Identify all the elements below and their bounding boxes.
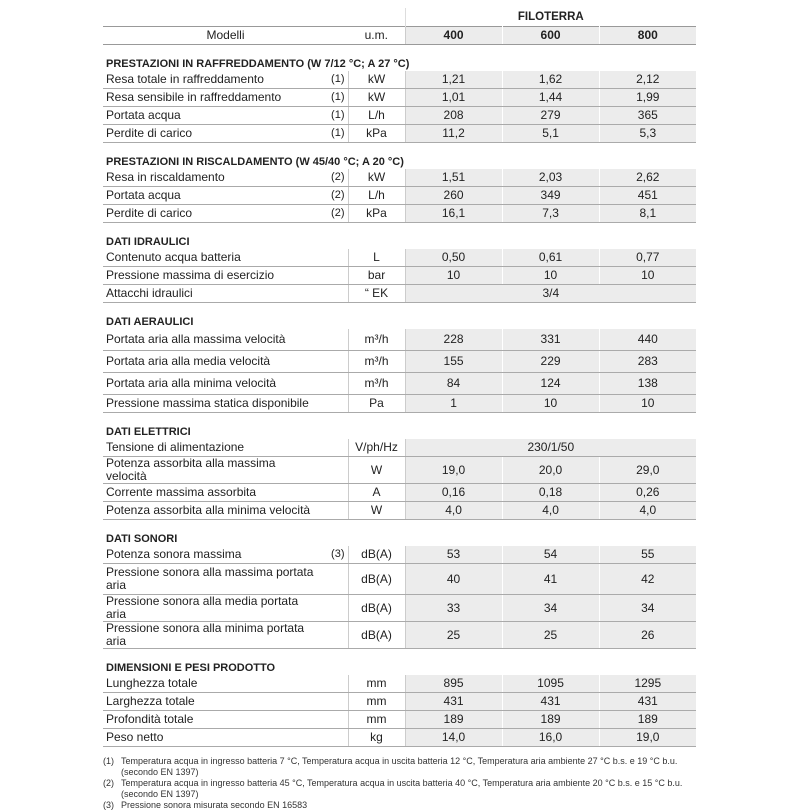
table-row bbox=[103, 595, 696, 622]
footnote-ref: (1) bbox=[318, 89, 348, 107]
footnote-ref: (2) bbox=[318, 187, 348, 205]
value-merged: 230/1/50 bbox=[405, 439, 696, 457]
row-label: Lunghezza totale bbox=[103, 675, 318, 693]
value-800: 55 bbox=[599, 546, 696, 564]
row-label: Larghezza totale bbox=[103, 693, 318, 711]
value-400: 19,0 bbox=[405, 457, 502, 484]
footnote-ref: (3) bbox=[318, 546, 348, 564]
value-600: 229 bbox=[502, 351, 599, 373]
value-400: 40 bbox=[405, 564, 502, 595]
unit: kW bbox=[348, 71, 405, 89]
value-400: 1 bbox=[405, 395, 502, 413]
value-800: 19,0 bbox=[599, 729, 696, 747]
value-800: 26 bbox=[599, 622, 696, 649]
footnote-number: (3) bbox=[103, 800, 114, 810]
value-800: 2,12 bbox=[599, 71, 696, 89]
value-800: 365 bbox=[599, 107, 696, 125]
table-row bbox=[103, 249, 696, 267]
row-label: Attacchi idraulici bbox=[103, 285, 318, 303]
footnote-ref bbox=[318, 564, 348, 595]
section-title: DATI SONORI bbox=[106, 533, 178, 545]
value-400: 1,01 bbox=[405, 89, 502, 107]
value-600: 2,03 bbox=[502, 169, 599, 187]
value-600: 1,44 bbox=[502, 89, 599, 107]
value-400: 228 bbox=[405, 329, 502, 351]
footnote-text: Pressione sonora misurata secondo EN 16583 bbox=[121, 800, 308, 810]
value-600: 5,1 bbox=[502, 125, 599, 143]
footnote-ref bbox=[318, 249, 348, 267]
unit: kg bbox=[348, 729, 405, 747]
table-row bbox=[103, 267, 696, 285]
section-title-row bbox=[103, 649, 696, 676]
unit: dB(A) bbox=[348, 546, 405, 564]
table-row bbox=[103, 205, 696, 223]
value-400: 4,0 bbox=[405, 502, 502, 520]
row-label: Peso netto bbox=[103, 729, 318, 747]
table-row bbox=[103, 351, 696, 373]
value-400: 10 bbox=[405, 267, 502, 285]
unit: kW bbox=[348, 89, 405, 107]
value-600: 349 bbox=[502, 187, 599, 205]
value-800: 440 bbox=[599, 329, 696, 351]
table-row bbox=[103, 125, 696, 143]
value-400: 25 bbox=[405, 622, 502, 649]
value-400: 84 bbox=[405, 373, 502, 395]
brand-row bbox=[103, 8, 696, 27]
row-label: Pressione massima statica disponibile bbox=[103, 395, 318, 413]
footnote-ref: (2) bbox=[318, 205, 348, 223]
value-600: 10 bbox=[502, 267, 599, 285]
footnote bbox=[103, 778, 695, 800]
unit: “ EK bbox=[348, 285, 405, 303]
row-label: Portata acqua bbox=[103, 187, 318, 205]
model-600: 600 bbox=[502, 27, 599, 45]
row-label: Potenza sonora massima bbox=[103, 546, 318, 564]
row-label: Profondità totale bbox=[103, 711, 318, 729]
section-title: DATI AERAULICI bbox=[106, 316, 194, 328]
section-title: PRESTAZIONI IN RAFFREDDAMENTO (W 7/12 °C; A 27 °C) bbox=[106, 58, 410, 70]
table-row bbox=[103, 675, 696, 693]
footnote-ref bbox=[318, 595, 348, 622]
section-title-row bbox=[103, 303, 696, 330]
row-label: Portata aria alla media velocità bbox=[103, 351, 318, 373]
footnote-ref bbox=[318, 439, 348, 457]
value-800: 283 bbox=[599, 351, 696, 373]
value-merged: 3/4 bbox=[405, 285, 696, 303]
value-800: 451 bbox=[599, 187, 696, 205]
table-row bbox=[103, 285, 696, 303]
value-400: 1,21 bbox=[405, 71, 502, 89]
value-400: 1,51 bbox=[405, 169, 502, 187]
table-row bbox=[103, 89, 696, 107]
table-row bbox=[103, 439, 696, 457]
footnote-number: (2) bbox=[103, 778, 114, 788]
value-600: 54 bbox=[502, 546, 599, 564]
spec-sheet bbox=[103, 8, 695, 811]
value-400: 0,16 bbox=[405, 484, 502, 502]
footnote-ref bbox=[318, 729, 348, 747]
value-600: 431 bbox=[502, 693, 599, 711]
table-row bbox=[103, 693, 696, 711]
value-800: 189 bbox=[599, 711, 696, 729]
value-600: 16,0 bbox=[502, 729, 599, 747]
unit: m³/h bbox=[348, 373, 405, 395]
unit: m³/h bbox=[348, 329, 405, 351]
value-600: 34 bbox=[502, 595, 599, 622]
table-row bbox=[103, 457, 696, 484]
value-600: 25 bbox=[502, 622, 599, 649]
models-label: Modelli bbox=[103, 27, 348, 45]
unit: mm bbox=[348, 693, 405, 711]
unit: dB(A) bbox=[348, 595, 405, 622]
row-label: Resa totale in raffreddamento bbox=[103, 71, 318, 89]
unit: m³/h bbox=[348, 351, 405, 373]
value-800: 5,3 bbox=[599, 125, 696, 143]
unit: bar bbox=[348, 267, 405, 285]
unit: L/h bbox=[348, 187, 405, 205]
row-label: Resa in riscaldamento bbox=[103, 169, 318, 187]
table-row bbox=[103, 107, 696, 125]
value-800: 2,62 bbox=[599, 169, 696, 187]
table-row bbox=[103, 502, 696, 520]
value-800: 0,77 bbox=[599, 249, 696, 267]
value-800: 4,0 bbox=[599, 502, 696, 520]
value-600: 0,18 bbox=[502, 484, 599, 502]
value-400: 208 bbox=[405, 107, 502, 125]
table-row bbox=[103, 373, 696, 395]
value-800: 138 bbox=[599, 373, 696, 395]
value-600: 4,0 bbox=[502, 502, 599, 520]
footnote-ref bbox=[318, 622, 348, 649]
value-800: 10 bbox=[599, 267, 696, 285]
value-800: 8,1 bbox=[599, 205, 696, 223]
table-row bbox=[103, 187, 696, 205]
section-title-row bbox=[103, 143, 696, 170]
value-600: 1,62 bbox=[502, 71, 599, 89]
footnote-ref bbox=[318, 285, 348, 303]
value-600: 41 bbox=[502, 564, 599, 595]
row-label: Portata aria alla minima velocità bbox=[103, 373, 318, 395]
value-600: 189 bbox=[502, 711, 599, 729]
value-600: 7,3 bbox=[502, 205, 599, 223]
value-600: 10 bbox=[502, 395, 599, 413]
model-400: 400 bbox=[405, 27, 502, 45]
table-row bbox=[103, 395, 696, 413]
value-400: 33 bbox=[405, 595, 502, 622]
value-800: 1,99 bbox=[599, 89, 696, 107]
value-400: 53 bbox=[405, 546, 502, 564]
value-400: 14,0 bbox=[405, 729, 502, 747]
row-label: Potenza assorbita alla minima velocità bbox=[103, 502, 318, 520]
value-600: 124 bbox=[502, 373, 599, 395]
footnote-ref bbox=[318, 502, 348, 520]
unit: W bbox=[348, 502, 405, 520]
footnote-ref bbox=[318, 457, 348, 484]
row-label: Contenuto acqua batteria bbox=[103, 249, 318, 267]
value-400: 431 bbox=[405, 693, 502, 711]
unit: kW bbox=[348, 169, 405, 187]
value-800: 42 bbox=[599, 564, 696, 595]
value-800: 1295 bbox=[599, 675, 696, 693]
table-row bbox=[103, 169, 696, 187]
unit: V/ph/Hz bbox=[348, 439, 405, 457]
row-label: Portata aria alla massima velocità bbox=[103, 329, 318, 351]
unit: A bbox=[348, 484, 405, 502]
row-label: Perdite di carico bbox=[103, 125, 318, 143]
section-title: DIMENSIONI E PESI PRODOTTO bbox=[106, 662, 276, 674]
section-title-row bbox=[103, 520, 696, 547]
value-400: 895 bbox=[405, 675, 502, 693]
footnote-ref: (1) bbox=[318, 125, 348, 143]
row-label: Tensione di alimentazione bbox=[103, 439, 318, 457]
footnotes bbox=[103, 756, 695, 811]
section-title-row bbox=[103, 413, 696, 440]
model-800: 800 bbox=[599, 27, 696, 45]
table-row bbox=[103, 711, 696, 729]
unit: dB(A) bbox=[348, 622, 405, 649]
value-400: 11,2 bbox=[405, 125, 502, 143]
footnote-ref bbox=[318, 693, 348, 711]
footnote-ref bbox=[318, 484, 348, 502]
value-400: 260 bbox=[405, 187, 502, 205]
table-row bbox=[103, 729, 696, 747]
unit: kPa bbox=[348, 205, 405, 223]
unit: Pa bbox=[348, 395, 405, 413]
value-600: 279 bbox=[502, 107, 599, 125]
row-label: Potenza assorbita alla massima velocità bbox=[103, 457, 318, 484]
um-label: u.m. bbox=[348, 27, 405, 45]
footnote bbox=[103, 756, 695, 778]
section-title-row bbox=[103, 223, 696, 250]
footnote-ref bbox=[318, 395, 348, 413]
value-800: 431 bbox=[599, 693, 696, 711]
unit: mm bbox=[348, 711, 405, 729]
footnote-ref: (1) bbox=[318, 107, 348, 125]
unit: kPa bbox=[348, 125, 405, 143]
footnote-text: Temperatura acqua in ingresso batteria 7 °C, Temperatura acqua in uscita batteria 12 °C, Temperatura aria ambiente 27 °C b.s. e 19 °C b.u. (secondo EN 1397) bbox=[121, 756, 678, 777]
unit: L/h bbox=[348, 107, 405, 125]
table-row bbox=[103, 622, 696, 649]
row-label: Pressione massima di esercizio bbox=[103, 267, 318, 285]
table-row bbox=[103, 564, 696, 595]
unit: mm bbox=[348, 675, 405, 693]
footnote bbox=[103, 800, 695, 811]
footnote-ref: (2) bbox=[318, 169, 348, 187]
section-title: DATI IDRAULICI bbox=[106, 236, 190, 248]
value-600: 1095 bbox=[502, 675, 599, 693]
value-800: 10 bbox=[599, 395, 696, 413]
value-400: 16,1 bbox=[405, 205, 502, 223]
section-title-row bbox=[103, 45, 696, 72]
footnote-ref bbox=[318, 267, 348, 285]
footnote-text: Temperatura acqua in ingresso batteria 45 °C, Temperatura acqua in uscita batteria 40 °C, Temperatura aria ambiente 20 °C b.s. e 15 °C b.u. (secondo EN 1397) bbox=[121, 778, 683, 799]
footnote-ref bbox=[318, 351, 348, 373]
value-600: 0,61 bbox=[502, 249, 599, 267]
row-label: Pressione sonora alla minima portata aria bbox=[103, 622, 318, 649]
footnote-ref bbox=[318, 711, 348, 729]
table-row bbox=[103, 546, 696, 564]
section-title: PRESTAZIONI IN RISCALDAMENTO (W 45/40 °C; A 20 °C) bbox=[106, 156, 404, 168]
row-label: Perdite di carico bbox=[103, 205, 318, 223]
unit: dB(A) bbox=[348, 564, 405, 595]
unit: W bbox=[348, 457, 405, 484]
table-row bbox=[103, 71, 696, 89]
table-row bbox=[103, 329, 696, 351]
row-label: Portata acqua bbox=[103, 107, 318, 125]
row-label: Corrente massima assorbita bbox=[103, 484, 318, 502]
footnote-ref bbox=[318, 675, 348, 693]
row-label: Pressione sonora alla massima portata aria bbox=[103, 564, 318, 595]
row-label: Resa sensibile in raffreddamento bbox=[103, 89, 318, 107]
section-title: DATI ELETTRICI bbox=[106, 426, 191, 438]
value-800: 34 bbox=[599, 595, 696, 622]
value-600: 331 bbox=[502, 329, 599, 351]
row-label: Pressione sonora alla media portata aria bbox=[103, 595, 318, 622]
footnote-ref bbox=[318, 373, 348, 395]
value-800: 29,0 bbox=[599, 457, 696, 484]
footnote-ref: (1) bbox=[318, 71, 348, 89]
footnote-number: (1) bbox=[103, 756, 114, 766]
table-row bbox=[103, 484, 696, 502]
unit: L bbox=[348, 249, 405, 267]
brand-header: FILOTERRA bbox=[405, 8, 696, 27]
value-600: 20,0 bbox=[502, 457, 599, 484]
spec-table bbox=[103, 8, 696, 747]
models-header-row bbox=[103, 27, 696, 45]
value-400: 189 bbox=[405, 711, 502, 729]
footnote-ref bbox=[318, 329, 348, 351]
value-800: 0,26 bbox=[599, 484, 696, 502]
value-400: 0,50 bbox=[405, 249, 502, 267]
value-400: 155 bbox=[405, 351, 502, 373]
